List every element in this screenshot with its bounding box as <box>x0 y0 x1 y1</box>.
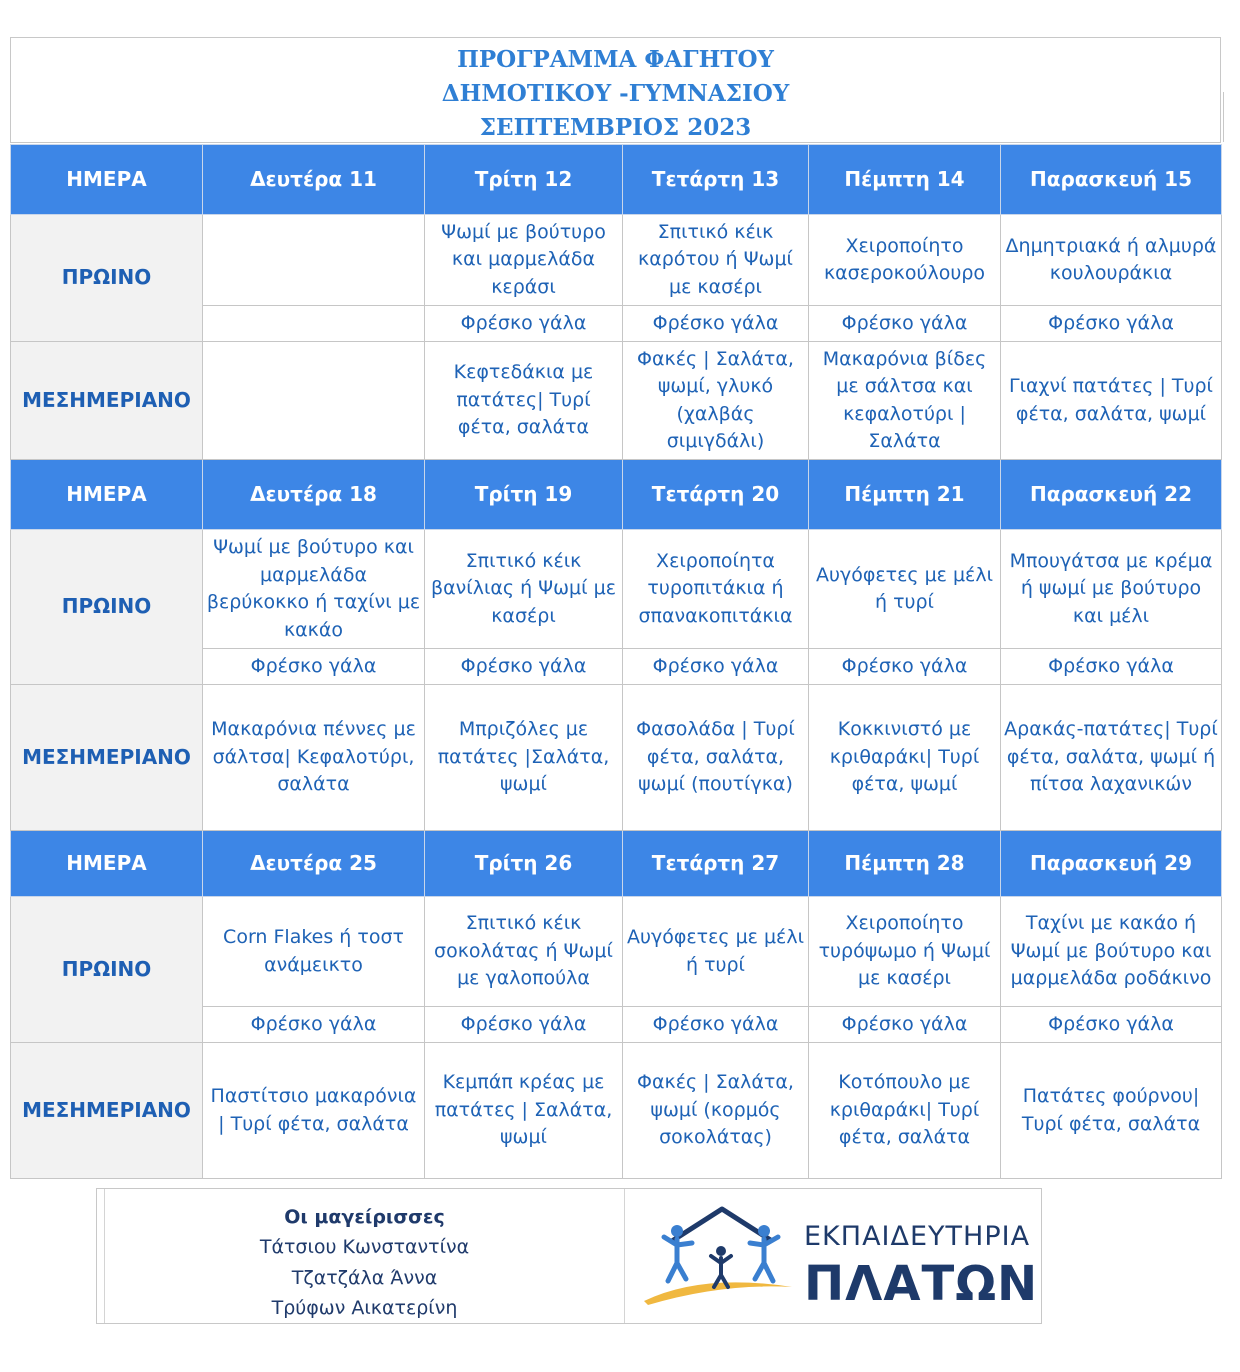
family-house-logo-icon <box>642 1201 802 1313</box>
document-title <box>10 37 1221 143</box>
lunch-cell: Κοκκινιστό με κριθαράκι| Τυρί φέτα, ψωμί <box>809 685 1001 831</box>
breakfast-cell: Χειροποίητο τυρόψωμο ή Ψωμί με κασέρι <box>809 897 1001 1007</box>
lunch-cell: Γιαχνί πατάτες | Τυρί φέτα, σαλάτα, ψωμί <box>1001 342 1222 460</box>
lunch-cell: Αρακάς-πατάτες| Τυρί φέτα, σαλάτα, ψωμί ή πίτσα λαχανικών <box>1001 685 1222 831</box>
day-label: ΗΜΕΡΑ <box>11 145 203 215</box>
lunch-cell: Μακαρόνια βίδες με σάλτσα και κεφαλοτύρι | Σαλάτα <box>809 342 1001 460</box>
title-line-2: ΔΗΜΟΤΙΚΟΥ -ΓΥΜΝΑΣΙΟΥ <box>441 80 790 107</box>
lunch-row-week-2 <box>11 685 1222 831</box>
lunch-label: ΜΕΣΗΜΕΡΙΑΝΟ <box>11 342 203 460</box>
breakfast-cell: Χειροποίητο κασεροκούλουρο <box>809 215 1001 306</box>
breakfast-cell: Χειροποίητα τυροπιτάκια ή σπανακοπιτάκια <box>623 530 809 649</box>
milk-cell: Φρέσκο γάλα <box>203 1007 425 1043</box>
lunch-cell: Φασολάδα | Τυρί φέτα, σαλάτα, ψωμί (πουτίγκα) <box>623 685 809 831</box>
footer <box>96 1188 1042 1324</box>
breakfast-cell: Σπιτικό κέικ καρότου ή Ψωμί με κασέρι <box>623 215 809 306</box>
cook-name: Τάτσιου Κωνσταντίνα <box>259 1236 470 1258</box>
day-header: Τρίτη 19 <box>425 460 623 530</box>
day-header: Δευτέρα 11 <box>203 145 425 215</box>
breakfast-cell: Ψωμί με βούτυρο και μαρμελάδα βερύκοκκο ή ταχίνι με κακάο <box>203 530 425 649</box>
milk-cell: Φρέσκο γάλα <box>623 649 809 685</box>
milk-cell: Φρέσκο γάλα <box>203 649 425 685</box>
lunch-cell: Φακές | Σαλάτα, ψωμί (κορμός σοκολάτας) <box>623 1043 809 1179</box>
day-header: Τρίτη 12 <box>425 145 623 215</box>
lunch-cell: Κοτόπουλο με κριθαράκι| Τυρί φέτα, σαλάτα <box>809 1043 1001 1179</box>
breakfast-cell: Αυγόφετες με μέλι ή τυρί <box>809 530 1001 649</box>
cooks-title: Οι μαγείρισσες <box>284 1206 445 1228</box>
breakfast-cell: Σπιτικό κέικ βανίλιας ή Ψωμί με κασέρι <box>425 530 623 649</box>
breakfast-cell <box>203 215 425 306</box>
milk-cell: Φρέσκο γάλα <box>623 306 809 342</box>
breakfast-cell: Ταχίνι με κακάο ή Ψωμί με βούτυρο και μαρμελάδα ροδάκινο <box>1001 897 1222 1007</box>
day-header: Παρασκευή 15 <box>1001 145 1222 215</box>
breakfast-cell: Αυγόφετες με μέλι ή τυρί <box>623 897 809 1007</box>
cook-name: Τζατζάλα Άννα <box>291 1266 438 1289</box>
day-header: Τετάρτη 13 <box>623 145 809 215</box>
breakfast-label: ΠΡΩΙΝΟ <box>11 897 203 1043</box>
logo-text-top: ΕΚΠΑΙΔΕΥΤΗΡΙΑ <box>804 1221 1031 1252</box>
logo-text-bottom: ΠΛΑΤΩΝ <box>804 1256 1039 1312</box>
breakfast-cell: Μπουγάτσα με κρέμα ή ψωμί με βούτυρο και μέλι <box>1001 530 1222 649</box>
lunch-label: ΜΕΣΗΜΕΡΙΑΝΟ <box>11 1043 203 1179</box>
lunch-cell: Παστίτσιο μακαρόνια | Τυρί φέτα, σαλάτα <box>203 1043 425 1179</box>
lunch-label: ΜΕΣΗΜΕΡΙΑΝΟ <box>11 685 203 831</box>
menu-table <box>10 144 1222 1179</box>
title-line-3: ΣΕΠΤΕΜΒΡΙΟΣ 2023 <box>479 114 752 141</box>
milk-cell: Φρέσκο γάλα <box>425 649 623 685</box>
lunch-cell: Μπριζόλες με πατάτες |Σαλάτα, ψωμί <box>425 685 623 831</box>
milk-cell: Φρέσκο γάλα <box>809 306 1001 342</box>
day-label: ΗΜΕΡΑ <box>11 460 203 530</box>
breakfast-cell: Ψωμί με βούτυρο και μαρμελάδα κεράσι <box>425 215 623 306</box>
day-header: Τρίτη 26 <box>425 831 623 897</box>
day-label: ΗΜΕΡΑ <box>11 831 203 897</box>
title-line-1: ΠΡΟΓΡΑΜΜΑ ΦΑΓΗΤΟΥ <box>457 46 774 73</box>
day-header: Πέμπτη 14 <box>809 145 1001 215</box>
lunch-cell <box>203 342 425 460</box>
day-header: Τετάρτη 20 <box>623 460 809 530</box>
day-header: Δευτέρα 25 <box>203 831 425 897</box>
day-header: Τετάρτη 27 <box>623 831 809 897</box>
milk-cell: Φρέσκο γάλα <box>809 649 1001 685</box>
milk-cell: Φρέσκο γάλα <box>1001 649 1222 685</box>
lunch-cell: Φακές | Σαλάτα, ψωμί, γλυκό (χαλβάς σιμιγδάλι) <box>623 342 809 460</box>
breakfast-row-week-2 <box>11 530 1222 649</box>
lunch-row-week-1 <box>11 342 1222 460</box>
milk-cell: Φρέσκο γάλα <box>425 306 623 342</box>
milk-cell: Φρέσκο γάλα <box>425 1007 623 1043</box>
school-logo <box>642 1201 1039 1313</box>
breakfast-row-week-3 <box>11 897 1222 1007</box>
lunch-cell: Κεμπάπ κρέας με πατάτες | Σαλάτα, ψωμί <box>425 1043 623 1179</box>
lunch-cell: Μακαρόνια πέννες με σάλτσα| Κεφαλοτύρι, σαλάτα <box>203 685 425 831</box>
milk-cell: Φρέσκο γάλα <box>1001 306 1222 342</box>
milk-cell: Φρέσκο γάλα <box>809 1007 1001 1043</box>
cooks-block <box>104 1189 625 1323</box>
breakfast-label: ΠΡΩΙΝΟ <box>11 530 203 685</box>
breakfast-row-week-1 <box>11 215 1222 306</box>
header-row-week-3 <box>11 831 1222 897</box>
day-header: Παρασκευή 29 <box>1001 831 1222 897</box>
header-row-week-1 <box>11 145 1222 215</box>
breakfast-cell: Δημητριακά ή αλμυρά κουλουράκια <box>1001 215 1222 306</box>
milk-cell: Φρέσκο γάλα <box>1001 1007 1222 1043</box>
milk-cell: Φρέσκο γάλα <box>623 1007 809 1043</box>
header-row-week-2 <box>11 460 1222 530</box>
lunch-cell: Πατάτες φούρνου| Τυρί φέτα, σαλάτα <box>1001 1043 1222 1179</box>
lunch-row-week-3 <box>11 1043 1222 1179</box>
day-header: Δευτέρα 18 <box>203 460 425 530</box>
lunch-cell: Κεφτεδάκια με πατάτες| Τυρί φέτα, σαλάτα <box>425 342 623 460</box>
cook-name: Τρύφων Αικατερίνη <box>271 1297 458 1319</box>
breakfast-cell: Corn Flakes ή τοστ ανάμεικτο <box>203 897 425 1007</box>
milk-cell <box>203 306 425 342</box>
day-header: Πέμπτη 28 <box>809 831 1001 897</box>
border-tick <box>1223 92 1224 142</box>
breakfast-label: ΠΡΩΙΝΟ <box>11 215 203 342</box>
day-header: Πέμπτη 21 <box>809 460 1001 530</box>
breakfast-cell: Σπιτικό κέικ σοκολάτας ή Ψωμί με γαλοπούλα <box>425 897 623 1007</box>
day-header: Παρασκευή 22 <box>1001 460 1222 530</box>
